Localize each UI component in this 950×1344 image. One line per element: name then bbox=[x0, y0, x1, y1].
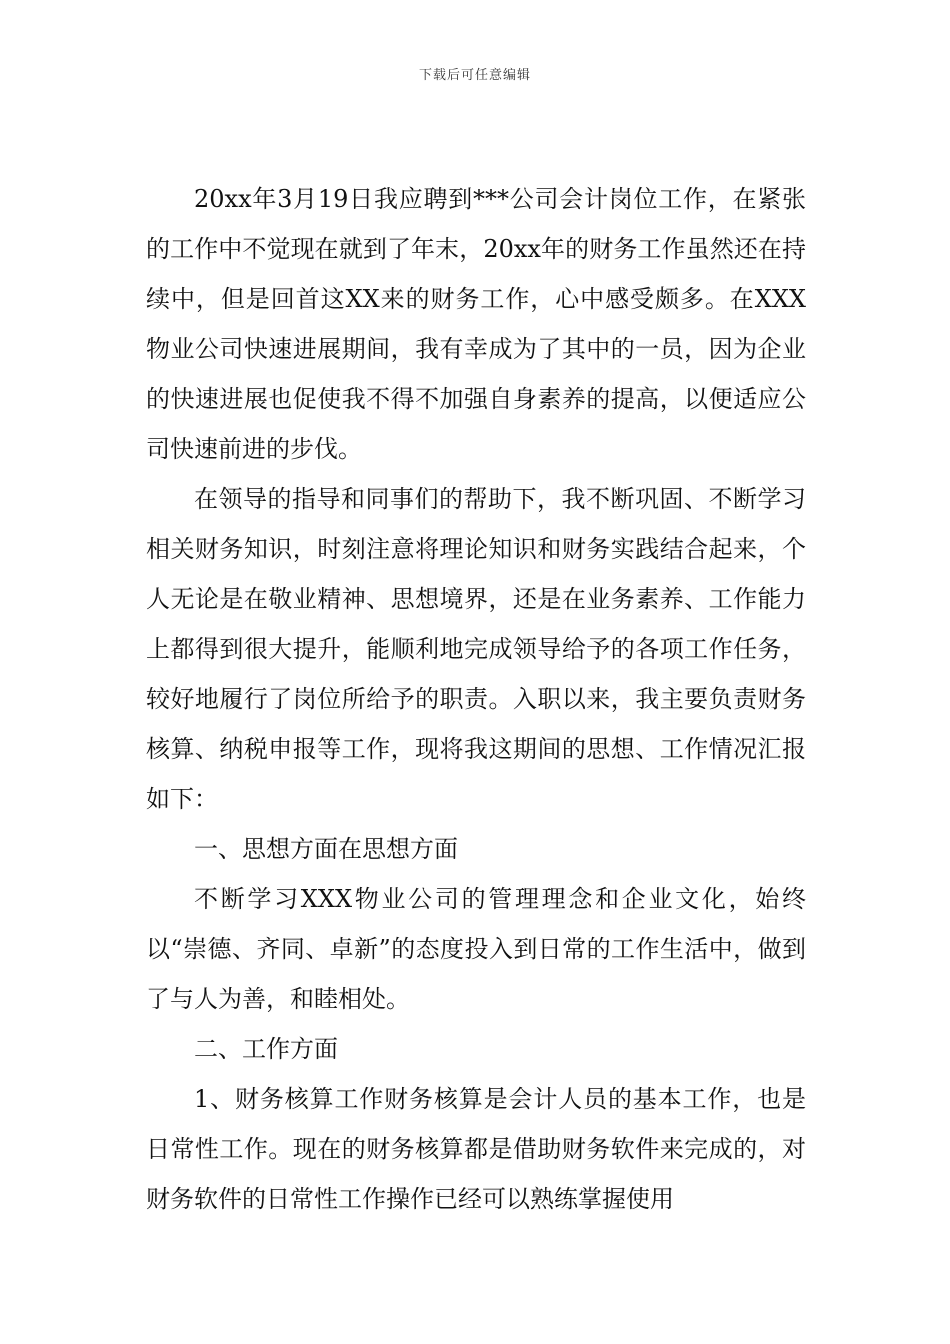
paragraph-thought: 不断学习XXX物业公司的管理理念和企业文化，始终以“崇德、齐同、卓新”的态度投入到日常的工作生活中，做到了与人为善，和睦相处。 bbox=[146, 885, 806, 1013]
paragraph-accounting: 1、财务核算工作财务核算是会计人员的基本工作，也是日常性工作。现在的财务核算都是借助财务软件来完成的，对财务软件的日常性工作操作已经可以熟练掌握使用 bbox=[146, 1085, 806, 1213]
section-heading-work: 二、工作方面 bbox=[194, 1035, 338, 1063]
paragraph-intro: 20xx年3月19日我应聘到***公司会计岗位工作，在紧张的工作中不觉现在就到了年末，20xx年的财务工作虽然还在持续中，但是回首这XX来的财务工作，心中感受颇多。在XXX物业公司快速进展期间，我有幸成为了其中的一员，因为企业的快速进展也促使我不得不加强自身素养的提高，以便适应公司快速前进的步伐。 bbox=[146, 185, 806, 463]
paragraph-guidance: 在领导的指导和同事们的帮助下，我不断巩固、不断学习相关财务知识，时刻注意将理论知识和财务实践结合起来，个人无论是在敬业精神、思想境界，还是在业务素养、工作能力上都得到很大提升，能顺利地完成领导给予的各项工作任务，较好地履行了岗位所给予的职责。入职以来，我主要负责财务核算、纳税申报等工作，现将我这期间的思想、工作情况汇报如下： bbox=[146, 485, 806, 813]
header-note: 下载后可任意编辑 bbox=[418, 68, 531, 83]
document-body bbox=[146, 174, 806, 1224]
section-heading-thought: 一、思想方面在思想方面 bbox=[194, 835, 458, 863]
